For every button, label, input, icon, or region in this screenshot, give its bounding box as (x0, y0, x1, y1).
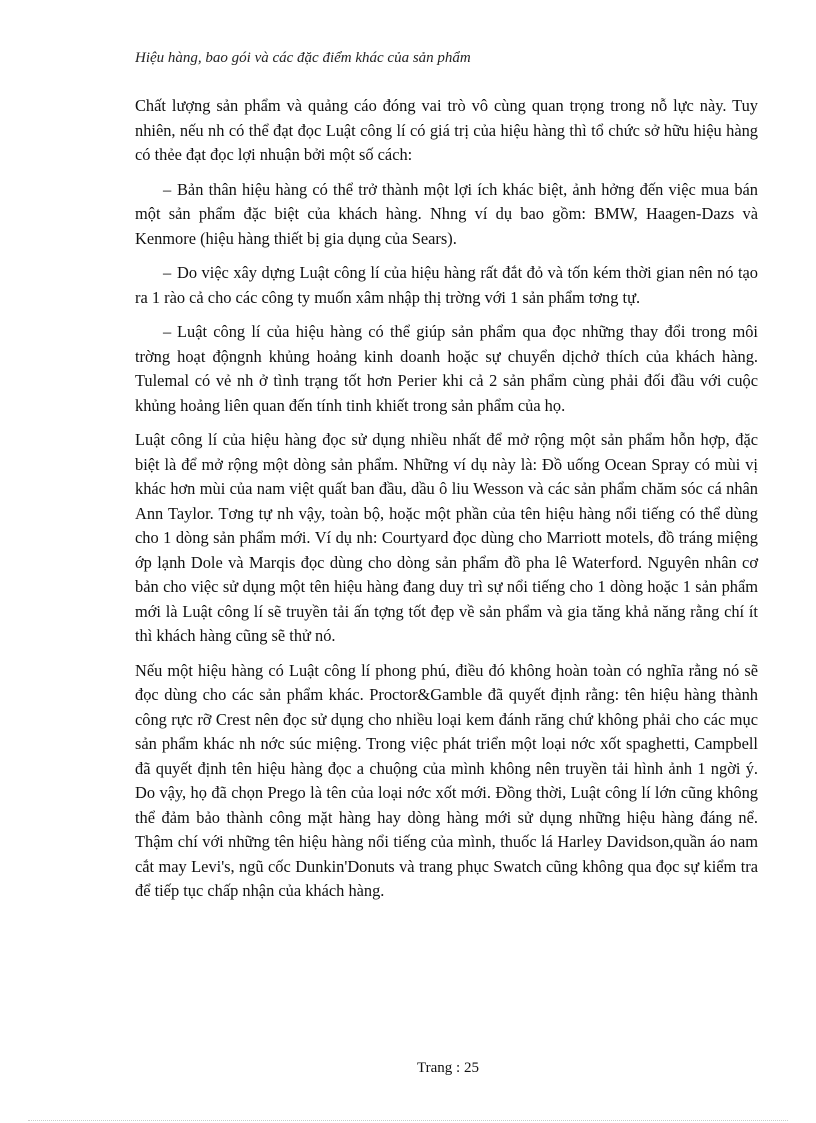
paragraph-brand-limits: Nếu một hiệu hàng có Luật công lí phong phú, điều đó không hoàn toàn có nghĩa rằng nó sẽ đọc dùng cho các sản phẩm khác. Proctor&Gamble đã quyết định rằng: tên hiệu hàng thành công rực rỡ Crest nên đọc sử dụng cho nhiều loại kem đánh răng chứ không phải cho các mục sản phẩm khác nh nớc súc miệng. Trong việc phát triển một loại nớc xốt spaghetti, Campbell đã quyết định tên hiệu hàng đọc a chuộng của mình không nên truyền tải hình ảnh 1 ngời ý. Do vậy, họ đã chọn Prego là tên của loại nớc xốt mới. Đồng thời, Luật công lí lớn cũng không thể đảm bảo thành công mặt hàng hay dòng hàng mới sử dụng những hiệu hàng đáng nể. Thậm chí với những tên hiệu hàng nổi tiếng của mình, thuốc lá Harley Davidson,quần áo nam cắt may Levi's, ngũ cốc Dunkin'Donuts và trang phục Swatch cũng không qua đọc sự kiểm tra để tiếp tục chấp nhận của khách hàng. (135, 660, 758, 900)
bullet-item (135, 178, 758, 252)
bullet-item (135, 320, 758, 418)
bullet-dash: – (163, 322, 172, 341)
paragraph-intro: Chất lượng sản phẩm và quảng cáo đóng vai trò vô cùng quan trọng trong nỗ lực này. Tuy nhiên, nếu nh có thể đạt đọc Luật công lí có giá trị của hiệu hàng thì tổ chức sở hữu hiệu hàng có thẻe đạt đọc lợi nhuận bởi một số cách: (135, 96, 758, 164)
paragraph-brand-extension: Luật công lí của hiệu hàng đọc sử dụng nhiều nhất để mở rộng một sản phẩm hỗn hợp, đặc biệt là để mở rộng một dòng sản phẩm. Những ví dụ này là: Đồ uống Ocean Spray có mùi vị khác hơn mùi của nam việt quất ban đầu, dầu ô liu Wesson và các sản phẩm chăm sóc cá nhân Ann Taylor. Tơng tự nh vậy, toàn bộ, hoặc một phần của tên hiệu hàng nổi tiếng có thể dùng cho 1 dòng sản phẩm mới. Ví dụ nh: Courtyard đọc dùng cho Marriott motels, đồ tráng miệng ớp lạnh Dole và Marqis đọc dùng cho dòng sản phẩm đồ pha lê Waterford. Nguyên nhân cơ bản cho việc sử dụng một tên hiệu hàng đang duy trì sự nổi tiếng cho 1 dòng hoặc 1 sản phẩm mới là Luật công lí sẽ truyền tải ấn tợng tốt đẹp về sản phẩm và gia tăng khả năng rằng chí ít thì khách hàng cũng sẽ thử nó. (135, 430, 758, 645)
footer-divider (28, 1120, 788, 1121)
bullet-item (135, 261, 758, 310)
page-header-title: Hiệu hàng, bao gói và các đặc điểm khác của sản phẩm (135, 50, 471, 66)
bullet-text: Luật công lí của hiệu hàng có thể giúp sản phẩm qua đọc những thay đổi trong môi trờng hoạt độngnh khủng hoảng kinh doanh hoặc sự chuyển dịchở thích của khách hàng. Tulemal có vẻ nh ở tình trạng tốt hơn Perier khi cả 2 sản phẩm cùng phải đối đầu với cuộc khủng hoảng liên quan đến tính tinh khiết trong sản phẩm của họ. (135, 322, 758, 415)
bullet-text: Do việc xây dựng Luật công lí của hiệu hàng rất đắt đỏ và tốn kém thời gian nên nó tạo ra 1 rào cả cho các công ty muốn xâm nhập thị trờng với 1 sản phẩm tơng tự. (135, 263, 758, 307)
page-footer (0, 1060, 816, 1077)
bullet-dash: – (163, 263, 172, 282)
page-number: Trang : 25 (417, 1060, 479, 1076)
bullet-text: Bản thân hiệu hàng có thể trở thành một lợi ích khác biệt, ảnh hởng đến việc mua bán một sản phẩm đặc biệt của khách hàng. Nhng ví dụ bao gồm: BMW, Haagen-Dazs và Kenmore (hiệu hàng thiết bị gia dụng của Sears). (135, 179, 758, 248)
bullet-dash: – (163, 179, 172, 199)
document-body (135, 94, 758, 914)
